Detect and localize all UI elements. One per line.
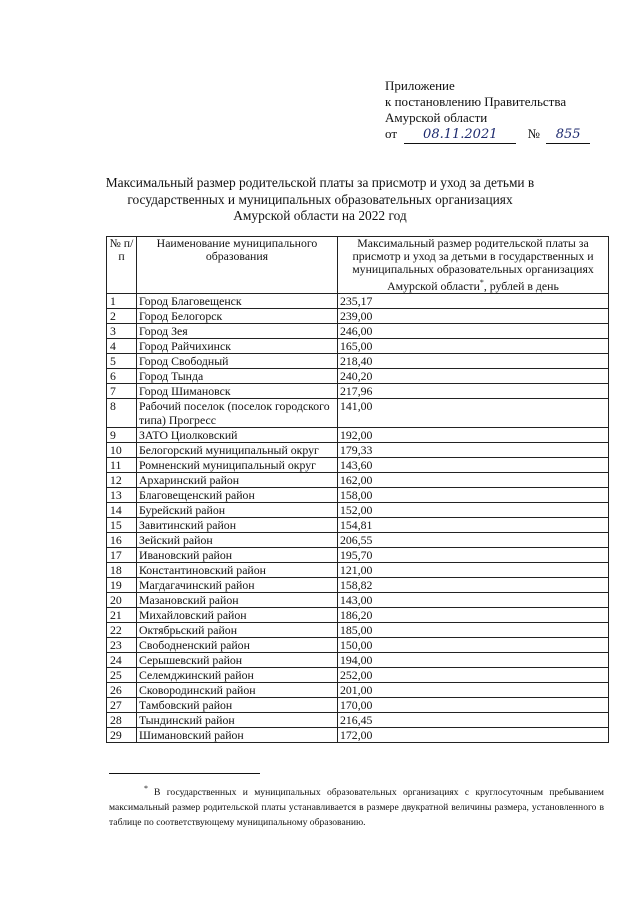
row-number: 9	[107, 428, 137, 443]
fee-table	[106, 236, 609, 743]
table-row	[107, 698, 609, 713]
table-row	[107, 503, 609, 518]
table-row	[107, 488, 609, 503]
table-row	[107, 369, 609, 384]
table-row	[107, 548, 609, 563]
table-row	[107, 533, 609, 548]
row-max-fee: 186,20	[338, 608, 609, 623]
row-municipality: Свободненский район	[137, 638, 338, 653]
table-row	[107, 309, 609, 324]
table-row	[107, 339, 609, 354]
row-municipality: Константиновский район	[137, 563, 338, 578]
table-row	[107, 443, 609, 458]
row-max-fee: 206,55	[338, 533, 609, 548]
table-row	[107, 384, 609, 399]
row-max-fee: 201,00	[338, 683, 609, 698]
row-municipality: Бурейский район	[137, 503, 338, 518]
row-municipality: Город Белогорск	[137, 309, 338, 324]
row-municipality: Магдагачинский район	[137, 578, 338, 593]
row-municipality: Белогорский муниципальный округ	[137, 443, 338, 458]
table-row	[107, 728, 609, 743]
footnote-marker: *	[144, 784, 148, 793]
row-max-fee: 216,45	[338, 713, 609, 728]
table-header-row	[107, 237, 609, 294]
table-row	[107, 623, 609, 638]
row-municipality: Зейский район	[137, 533, 338, 548]
row-number: 25	[107, 668, 137, 683]
row-municipality: Селемджинский район	[137, 668, 338, 683]
row-municipality: Город Свободный	[137, 354, 338, 369]
row-municipality: Октябрьский район	[137, 623, 338, 638]
row-number: 8	[107, 399, 137, 428]
table-row	[107, 324, 609, 339]
row-max-fee: 143,00	[338, 593, 609, 608]
row-municipality: Город Райчихинск	[137, 339, 338, 354]
header-footnote-marker: *	[479, 278, 484, 287]
row-max-fee: 150,00	[338, 638, 609, 653]
row-number: 4	[107, 339, 137, 354]
row-number: 19	[107, 578, 137, 593]
row-number: 15	[107, 518, 137, 533]
row-number: 21	[107, 608, 137, 623]
row-number: 18	[107, 563, 137, 578]
row-municipality: Шимановский район	[137, 728, 338, 743]
table-row	[107, 653, 609, 668]
row-number: 13	[107, 488, 137, 503]
row-max-fee: 141,00	[338, 399, 609, 428]
row-max-fee: 185,00	[338, 623, 609, 638]
table-row	[107, 608, 609, 623]
appendix-block	[385, 78, 625, 144]
number-label: №	[527, 126, 540, 141]
footnote	[109, 781, 604, 830]
header-number: № п/п	[107, 237, 137, 294]
row-number: 17	[107, 548, 137, 563]
table-row	[107, 428, 609, 443]
row-number: 14	[107, 503, 137, 518]
appendix-region-line: Амурской области	[385, 110, 488, 125]
footnote-text: В государственных и муниципальных образовательных организациях с круглосуточным пребыванием максимальный размер родительской платы устанавливается в размере двукратной величины размера, установленного в таблице по соответствующему муниципальному образованию.	[109, 787, 604, 829]
row-max-fee: 195,70	[338, 548, 609, 563]
row-max-fee: 217,96	[338, 384, 609, 399]
row-municipality: Тындинский район	[137, 713, 338, 728]
row-number: 5	[107, 354, 137, 369]
table-row	[107, 683, 609, 698]
row-max-fee: 235,17	[338, 294, 609, 309]
table-row	[107, 563, 609, 578]
table-row	[107, 294, 609, 309]
row-municipality: Тамбовский район	[137, 698, 338, 713]
row-number: 7	[107, 384, 137, 399]
row-max-fee: 252,00	[338, 668, 609, 683]
row-number: 10	[107, 443, 137, 458]
row-municipality: Рабочий поселок (поселок городского типа) Прогресс	[137, 399, 338, 428]
handwritten-number: 855	[546, 128, 590, 144]
appendix-date-line	[385, 126, 625, 144]
row-municipality: Ромненский муниципальный округ	[137, 458, 338, 473]
from-label: от	[385, 126, 398, 141]
table-row	[107, 578, 609, 593]
row-number: 27	[107, 698, 137, 713]
row-max-fee: 121,00	[338, 563, 609, 578]
row-number: 3	[107, 324, 137, 339]
table-row	[107, 638, 609, 653]
row-municipality: Благовещенский район	[137, 488, 338, 503]
row-municipality: Ивановский район	[137, 548, 338, 563]
handwritten-date: 08.11.2021	[404, 128, 516, 144]
row-number: 2	[107, 309, 137, 324]
table-body	[107, 294, 609, 743]
row-max-fee: 152,00	[338, 503, 609, 518]
row-max-fee: 143,60	[338, 458, 609, 473]
row-number: 20	[107, 593, 137, 608]
title-line-3: Амурской области на 2022 год	[233, 208, 407, 223]
row-number: 12	[107, 473, 137, 488]
row-municipality: Архаринский район	[137, 473, 338, 488]
row-max-fee: 239,00	[338, 309, 609, 324]
footnote-divider	[109, 773, 260, 774]
row-number: 26	[107, 683, 137, 698]
row-municipality: Мазановский район	[137, 593, 338, 608]
row-number: 1	[107, 294, 137, 309]
row-number: 16	[107, 533, 137, 548]
title-line-1: Максимальный размер родительской платы за присмотр и уход за детьми в	[105, 175, 535, 190]
row-max-fee: 165,00	[338, 339, 609, 354]
header-municipality: Наименование муниципального образования	[137, 237, 338, 294]
row-municipality: Город Шимановск	[137, 384, 338, 399]
title-line-2: государственных и муниципальных образовательных организациях	[127, 191, 513, 207]
table-row	[107, 713, 609, 728]
table-row	[107, 399, 609, 428]
row-max-fee: 162,00	[338, 473, 609, 488]
row-max-fee: 192,00	[338, 428, 609, 443]
header-max-fee-unit: , рублей в день	[483, 278, 559, 293]
row-number: 24	[107, 653, 137, 668]
row-max-fee: 194,00	[338, 653, 609, 668]
row-max-fee: 246,00	[338, 324, 609, 339]
header-max-fee-text: Максимальный размер родительской платы за присмотр и уход за детьми в государственных и муниципальных образовательных организациях Амурской области	[352, 236, 594, 293]
header-max-fee	[338, 237, 609, 294]
row-max-fee: 179,33	[338, 443, 609, 458]
document-title	[95, 175, 545, 225]
row-max-fee: 240,20	[338, 369, 609, 384]
row-municipality: Сковородинский район	[137, 683, 338, 698]
row-municipality: ЗАТО Циолковский	[137, 428, 338, 443]
row-number: 11	[107, 458, 137, 473]
row-municipality: Серышевский район	[137, 653, 338, 668]
row-max-fee: 170,00	[338, 698, 609, 713]
table-row	[107, 668, 609, 683]
row-max-fee: 158,82	[338, 578, 609, 593]
row-municipality: Завитинский район	[137, 518, 338, 533]
table-row	[107, 354, 609, 369]
appendix-title: Приложение	[385, 78, 455, 93]
row-max-fee: 218,40	[338, 354, 609, 369]
row-number: 6	[107, 369, 137, 384]
row-max-fee: 154,81	[338, 518, 609, 533]
row-number: 28	[107, 713, 137, 728]
row-municipality: Город Благовещенск	[137, 294, 338, 309]
row-number: 23	[107, 638, 137, 653]
row-max-fee: 158,00	[338, 488, 609, 503]
row-municipality: Михайловский район	[137, 608, 338, 623]
row-number: 22	[107, 623, 137, 638]
table-row	[107, 473, 609, 488]
row-municipality: Город Зея	[137, 324, 338, 339]
table-row	[107, 593, 609, 608]
table-row	[107, 458, 609, 473]
appendix-decree-line: к постановлению Правительства	[385, 94, 567, 109]
row-number: 29	[107, 728, 137, 743]
table-row	[107, 518, 609, 533]
row-municipality: Город Тында	[137, 369, 338, 384]
row-max-fee: 172,00	[338, 728, 609, 743]
